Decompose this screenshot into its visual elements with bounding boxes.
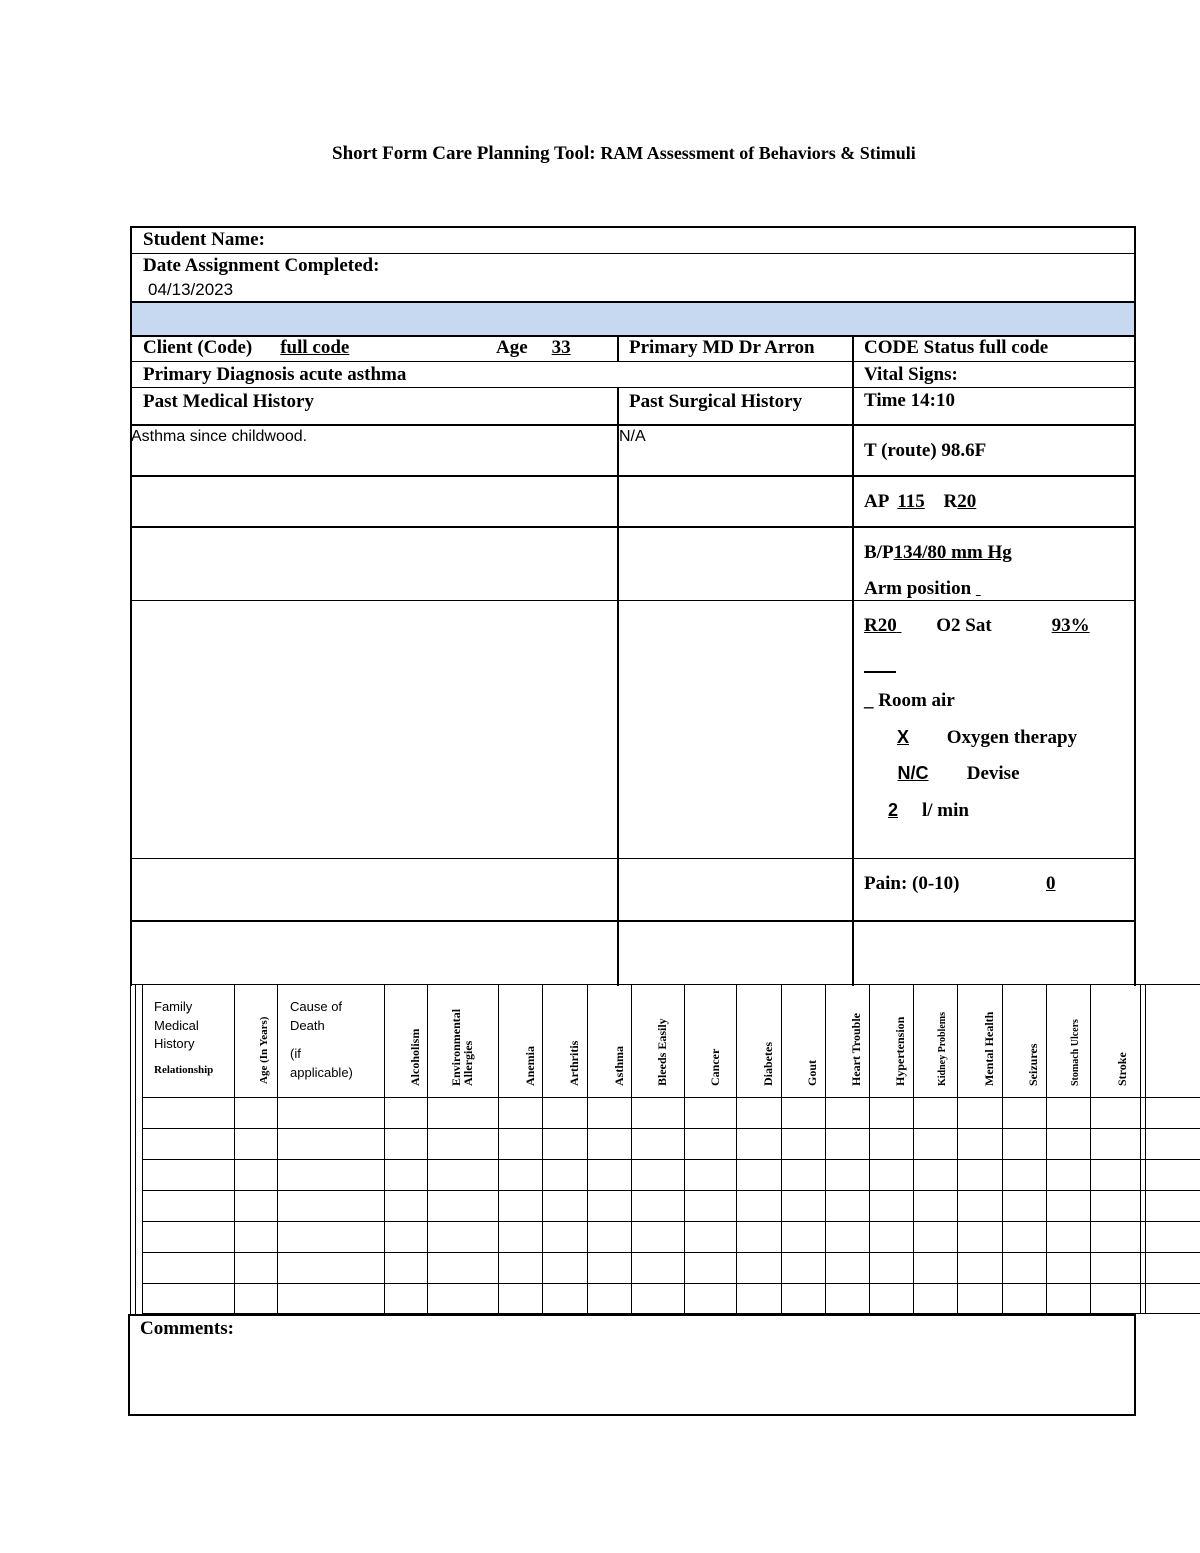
vital-signs-label: Vital Signs: <box>864 364 958 385</box>
relationship-label: Relationship <box>154 1064 214 1076</box>
client-code <box>143 337 349 359</box>
vital-bp: B/P134/80 mm Hg <box>864 542 1012 563</box>
client-age-value[interactable]: 33 <box>551 337 571 358</box>
client-code-label: Client (Code) <box>143 337 253 358</box>
condition-diabetes: Diabetes <box>761 1042 775 1086</box>
condition-gout: Gout <box>805 1059 819 1086</box>
pain: Pain: (0-10) 0 <box>864 873 1056 894</box>
condition-kidney-problems: Kidney Problems <box>937 1012 948 1086</box>
client-age-label: Age <box>496 337 528 358</box>
code-status[interactable]: CODE Status full code <box>864 337 1049 358</box>
condition-environmental-allergies: Environmental Allergies <box>449 1008 475 1086</box>
resp-value[interactable]: R20 <box>864 615 897 636</box>
blank-line <box>864 671 896 673</box>
oxygen-therapy: X Oxygen therapy <box>864 727 1077 749</box>
vital-temperature[interactable]: T (route) 98.6F <box>864 440 987 461</box>
flow-rate: 2 l/ min <box>864 800 969 822</box>
condition-alcoholism: Alcoholism <box>408 1028 422 1086</box>
comments-label: Comments: <box>140 1318 234 1339</box>
arm-position: Arm position <box>864 578 1096 600</box>
highlight-band <box>132 303 1134 335</box>
student-name-label: Student Name: <box>143 229 265 250</box>
page-title <box>0 143 1200 165</box>
client-age <box>496 337 571 359</box>
condition-heart-trouble: Heart Trouble <box>849 1013 863 1086</box>
condition-seizures: Seizures <box>1026 1043 1040 1086</box>
title-main: Short Form Care Planning Tool: <box>332 143 596 164</box>
condition-stomach-ulcers: Stomach Ulcers <box>1070 1019 1081 1086</box>
bp-value[interactable]: 134/80 mm Hg <box>893 542 1012 563</box>
pain-value[interactable]: 0 <box>1046 873 1056 894</box>
device-value[interactable]: N/C <box>897 763 929 783</box>
vital-ap-r: AP 115 R20 <box>864 491 977 512</box>
condition-bleeds-easily: Bleeds Easily <box>655 1018 669 1086</box>
ap-value[interactable]: 115 <box>897 491 925 512</box>
past-medical-history-label: Past Medical History <box>143 391 314 412</box>
date-value[interactable]: 04/13/2023 <box>148 280 234 299</box>
family-relation-header: Family Medical History <box>154 999 199 1051</box>
age-header: Age (In Years) <box>258 1016 270 1084</box>
condition-arthritis: Arthritis <box>567 1040 581 1086</box>
client-code-value[interactable]: full code <box>280 337 350 358</box>
vital-resp-o2: R20 O2 Sat 93% <box>864 615 1090 636</box>
r-value[interactable]: 20 <box>957 491 977 512</box>
date-label: Date Assignment Completed: <box>143 255 380 276</box>
past-surgical-history-label: Past Surgical History <box>629 391 803 412</box>
device: N/C Devise <box>864 763 1020 785</box>
condition-hypertension: Hypertension <box>893 1016 907 1086</box>
past-medical-history-value[interactable]: Asthma since childwood. <box>131 428 308 445</box>
condition-anemia: Anemia <box>523 1046 537 1086</box>
title-sub: RAM Assessment of Behaviors & Stimuli <box>600 143 916 163</box>
room-air[interactable]: _ Room air <box>864 690 955 711</box>
oxygen-mark[interactable]: X <box>896 727 909 747</box>
arm-position-blank[interactable] <box>976 578 1096 600</box>
flow-value[interactable]: 2 <box>887 800 898 820</box>
condition-mental-health: Mental Health <box>982 1011 996 1086</box>
cause-of-death-header: Cause of Death (if applicable) <box>290 999 353 1080</box>
condition-cancer: Cancer <box>708 1048 722 1086</box>
primary-diagnosis[interactable]: Primary Diagnosis acute asthma <box>143 364 407 385</box>
primary-md[interactable]: Primary MD Dr Arron <box>629 337 815 358</box>
condition-stroke: Stroke <box>1115 1052 1129 1086</box>
condition-asthma: Asthma <box>612 1045 626 1086</box>
o2-value[interactable]: 93% <box>1051 615 1090 636</box>
vital-time[interactable]: Time 14:10 <box>864 390 955 411</box>
past-surgical-history-value[interactable]: N/A <box>619 428 646 445</box>
